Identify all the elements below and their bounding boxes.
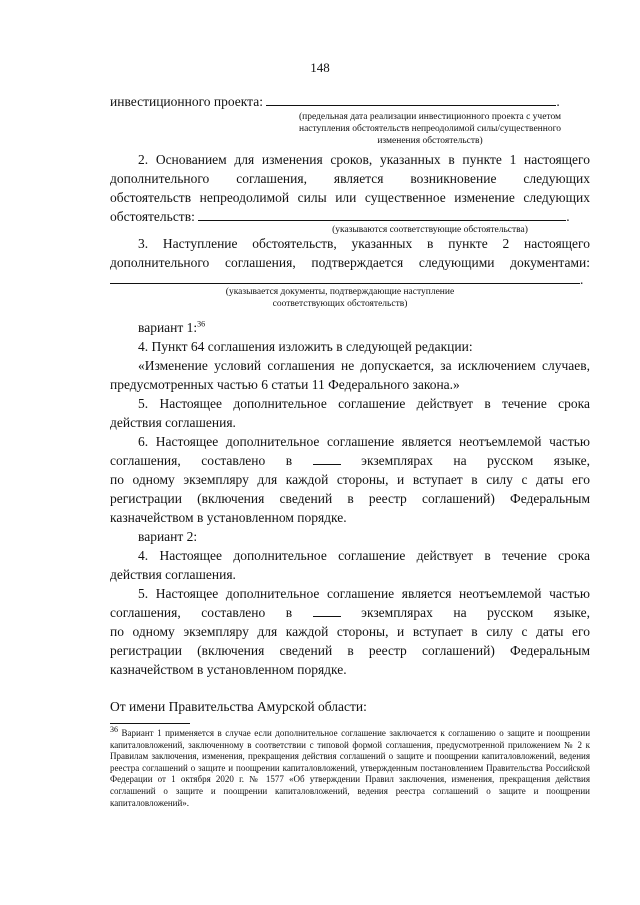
variant2-p5-line2: соглашения, составлено в экземплярах на русском языке,: [110, 605, 590, 620]
variant1-p6-line3: по одному экземпляру для каждой стороны, и вступает в силу с даты его: [110, 472, 590, 487]
documents-blank: [110, 271, 580, 284]
signature-line: От имени Правительства Амурской области:: [110, 699, 367, 714]
circumstances-label: обстоятельств:: [110, 209, 195, 224]
circumstances-blank: [198, 208, 566, 221]
section3-line1: 3. Наступление обстоятельств, указанных в пункте 2 настоящего: [138, 236, 590, 251]
variant2-p4-line2: действия соглашения.: [110, 567, 236, 582]
section2-line3: обстоятельств непреодолимой силы или существенное изменение следующих: [110, 190, 590, 205]
circumstances-line: обстоятельств: .: [110, 209, 570, 224]
variant1-p6-line5: казначейством в установленном порядке.: [110, 510, 347, 525]
deadline-blank: [266, 93, 556, 106]
variant2-p4-line1: 4. Настоящее дополнительное соглашение действует в течение срока: [138, 548, 590, 563]
footnote-ref: 36: [197, 319, 206, 329]
footnote-text: Вариант 1 применяется в случае если дополнительное соглашение заключается к соглашению о защите и поощрении капиталовложений, заключенному в соответствии с типовой формой соглашения, предусмотренной приложением № 2 к Правилам заключения, изменения, прекращения действия соглашений о защите и поощрении капиталовложений, ведения реестра соглашений о защите и поощрении капиталовложений, утвержденным постановлением Правительства Российской Федерации от 1 октября 2020 г. № 1577 «Об утверждении Правил заключения, изменения, прекращения действия соглашений о защите и поощрении капиталовложений, ведения реестра соглашений о защите и поощрении капиталовложений».: [110, 728, 591, 808]
section2-line1: 2. Основанием для изменения сроков, указанных в пункте 1 настоящего: [138, 152, 590, 167]
variant2-p5-line3: по одному экземпляру для каждой стороны, и вступает в силу с даты его: [110, 624, 590, 639]
variant1-quote-line1: «Изменение условий соглашения не допускается, за исключением случаев,: [138, 358, 590, 373]
documents-note: (указывается документы, подтверждающие наступление соответствующих обстоятельств): [225, 287, 455, 309]
variant2-p5-line4: регистрации (включения сведений в реестр соглашений) Федеральным: [110, 643, 590, 658]
variant1-p6-line4: регистрации (включения сведений в реестр соглашений) Федеральным: [110, 491, 590, 506]
page-number: 148: [310, 60, 330, 75]
variant1-p5-line2: действия соглашения.: [110, 415, 236, 430]
variant1-p6-line1: 6. Настоящее дополнительное соглашение является неотъемлемой частью: [138, 434, 590, 449]
variant2-p5-line5: казначейством в установленном порядке.: [110, 662, 347, 677]
variant1-p6-line2: соглашения, составлено в экземплярах на русском языке,: [110, 453, 590, 468]
section2-line2: дополнительного соглашения, является возникновение следующих: [110, 171, 590, 186]
variant1-p4: 4. Пункт 64 соглашения изложить в следующей редакции:: [138, 339, 473, 354]
copies-blank: [313, 604, 341, 617]
variant1-quote-line2: предусмотренных частью 6 статьи 11 Федерального закона.»: [110, 377, 460, 392]
variant2-label: вариант 2:: [138, 529, 198, 544]
footnote-number: 36: [110, 725, 118, 734]
copies-blank: [313, 452, 341, 465]
investment-project-label: инвестиционного проекта:: [110, 94, 263, 109]
footnote-rule: [110, 723, 190, 724]
variant1-label: вариант 1:$^{36}$: [138, 319, 206, 335]
variant2-p5-line1: 5. Настоящее дополнительное соглашение является неотъемлемой частью: [138, 586, 590, 601]
investment-project-line: инвестиционного проекта: .: [110, 94, 560, 109]
circumstances-note: (указываются соответствующие обстоятельства): [332, 225, 528, 235]
documents-line: .: [110, 270, 590, 289]
variant1-p5-line1: 5. Настоящее дополнительное соглашение действует в течение срока: [138, 396, 590, 411]
footnote: [110, 725, 591, 809]
section3-line2: дополнительного соглашения, подтверждается следующими документами:: [110, 255, 590, 270]
deadline-note: (предельная дата реализации инвестиционного проекта с учетом наступления обстоятельств непреодолимой силы/существенного изменения обстоятельств): [298, 112, 562, 146]
